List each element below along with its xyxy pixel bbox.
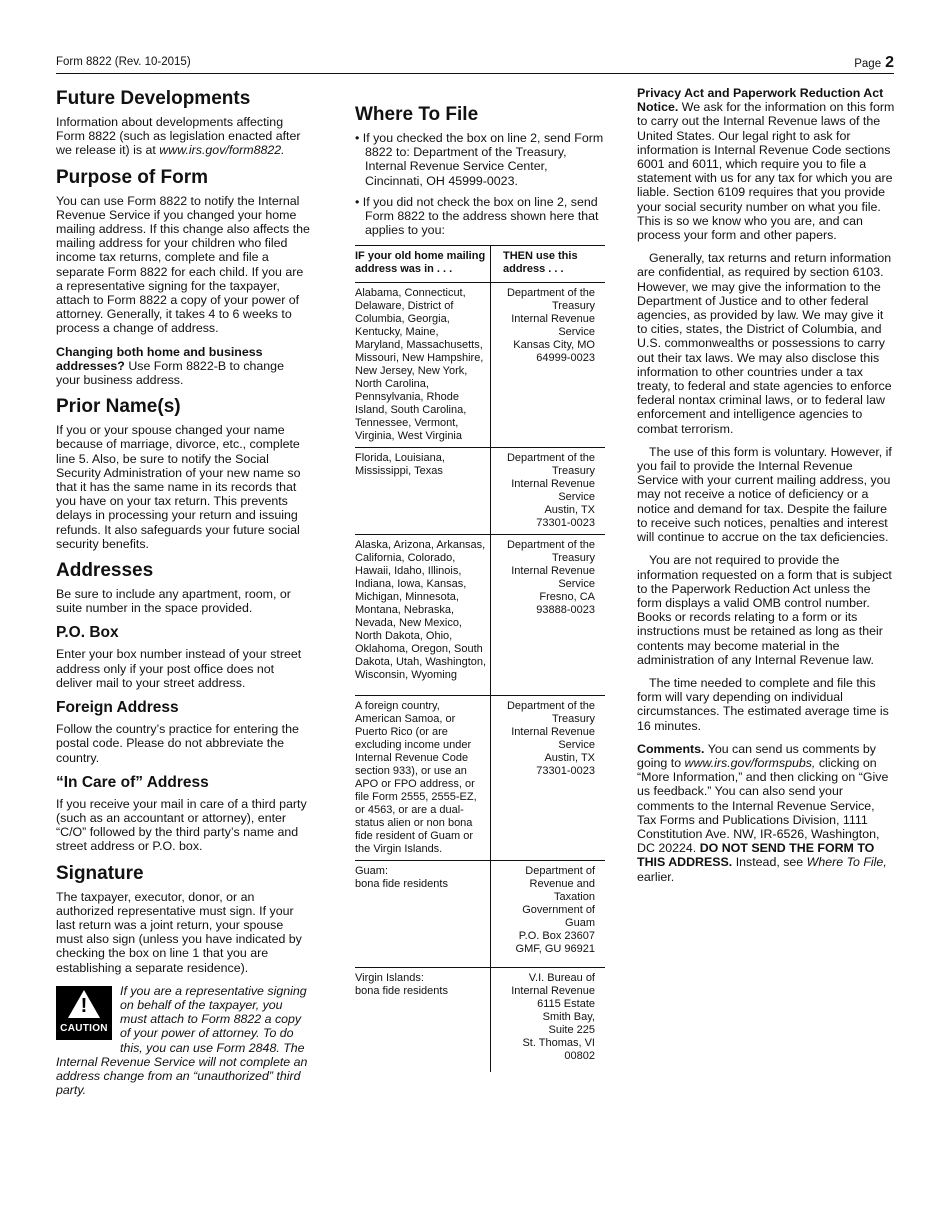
caution-icon xyxy=(56,986,112,1040)
comments-part-2: clicking on “More Information,” and then clicking on “Give us feedback.” You can also send your comments to the Internal Revenue Service, Tax Forms and Publications Division, 1111 Constitution Ave. NW, IR-6526, Washington, DC 20224. xyxy=(637,755,889,856)
formspubs-link[interactable]: www.irs.gov/formspubs, xyxy=(684,755,816,770)
caution-text: If you are a representative signing on behalf of the taxpayer, you must attach to Form 8822 a copy of your power of attorney. To do this, you can use Form 2848. The Internal Revenue Service will not complete an address change from an “unauthorized” third party. xyxy=(56,983,308,1098)
table-row xyxy=(355,861,605,968)
prior-names-text: If you or your spouse changed your name because of marriage, divorce, etc., complete line 5. Also, be sure to notify the Social Security Administration of your new name so that it has the same name in its records that you have on your tax return. This prevents delays in processing your return and issuing refunds. It also safeguards your future social security benefits. xyxy=(56,423,301,551)
states-cell: Alaska, Arizona, Arkansas, California, Colorado, Hawaii, Idaho, Illinois, Indiana, Iowa, Kansas, Michigan, Minnesota, Montana, Nebraska, Nevada, New Mexico, North Dakota, Ohio, Oklahoma, Oregon, South Dakota, Utah, Washington, Wisconsin, Wyoming xyxy=(355,535,491,696)
omb-text: You are not required to provide the information requested on a form that is subject to the Paperwork Reduction Act unless the form displays a valid OMB control number. Books or records relating to a form or its instructions must be retained as long as their contents may become material in the administration of any Internal Revenue law. xyxy=(637,553,892,667)
states-cell: Alabama, Connecticut, Delaware, District of Columbia, Georgia, Kentucky, Maine, Maryland, Massachusetts, Missouri, New Hampshire, New Jersey, New York, North Carolina, Pennsylvania, Rhode Island, South Carolina, Tennessee, Vermont, Virginia, West Virginia xyxy=(355,283,491,448)
address-cell: Department of the Treasury Internal Revenue Service Kansas City, MO 64999-0023 xyxy=(491,283,606,448)
table-header-old-address: IF your old home mailing address was in . . . xyxy=(355,246,491,283)
page-number: 2 xyxy=(885,54,894,71)
column-right xyxy=(637,86,895,893)
table-row xyxy=(355,448,605,535)
confidentiality-text: Generally, tax returns and return information are confidential, as required by section 6103. However, we may give the information to the Department of Justice and to other federal agencies, as provided by law. We may give it to cities, states, the District of Columbia, and U.S. commonwealths or possessions to carry out their tax laws. We may also disclose this information to other countries under a tax treaty, to federal and state agencies to enforce federal nontax criminal laws, or to federal law enforcement and intelligence agencies to combat terrorism. xyxy=(637,251,892,436)
table-row xyxy=(355,535,605,696)
addresses-heading: Addresses xyxy=(56,560,154,582)
future-developments-text xyxy=(56,115,310,158)
where-to-file-ref: Where To File, xyxy=(806,855,887,870)
purpose-text: You can use Form 8822 to notify the Internal Revenue Service if you changed your home mailing address. If this change also affects the mailing address for your children who filed income tax returns, complete and file a separate Form 8822 for each child. If you are a representative signing for the taxpayer, attach to Form 8822 a copy of your power of attorney. Generally, it takes 4 to 6 weeks to process a change of address. xyxy=(56,193,310,336)
column-left xyxy=(56,84,310,1097)
form-label: Form 8822 (Rev. 10-2015) xyxy=(56,56,191,68)
address-table xyxy=(355,245,605,1072)
caution-label: CAUTION xyxy=(60,1022,108,1034)
time-estimate-text: The time needed to complete and file this form will vary depending on individual circumstances. The estimated average time is 16 minutes. xyxy=(637,675,889,733)
header-rule xyxy=(56,73,894,74)
comments-part-1: You can send us comments by going to xyxy=(637,741,876,770)
foreign-address-text: Follow the country’s practice for entering the postal code. Please do not abbreviate the country. xyxy=(56,722,299,765)
caution-note xyxy=(56,984,310,1098)
purpose-heading: Purpose of Form xyxy=(56,166,209,188)
pobox-text: Enter your box number instead of your street address only if your post office does not deliver mail to your street address. xyxy=(56,647,302,690)
comments-text xyxy=(637,742,895,884)
address-cell: Department of the Treasury Internal Revenue Service Austin, TX 73301-0023 xyxy=(491,448,606,535)
address-cell: Department of Revenue and Taxation Government of Guam P.O. Box 23607 GMF, GU 96921 xyxy=(491,861,606,968)
states-cell: Guam: bona fide residents xyxy=(355,861,491,968)
comments-warning: DO NOT SEND THE FORM TO THIS ADDRESS. xyxy=(637,841,875,870)
where-to-file-list xyxy=(355,131,605,237)
comments-part-4: earlier. xyxy=(637,869,675,884)
addresses-text: Be sure to include any apartment, room, or suite number in the space provided. xyxy=(56,587,291,616)
changing-rest: Use Form 8822-B to change your business address. xyxy=(56,358,284,388)
states-cell: Virgin Islands: bona fide residents xyxy=(355,968,491,1073)
comments-part-3: Instead, see xyxy=(732,855,807,870)
table-row xyxy=(355,696,605,861)
bullet-unchecked-box: • If you did not check the box on line 2, send Form 8822 to the address shown here that applies to you: xyxy=(355,194,599,238)
privacy-bold: Privacy Act and Paperwork Reduction Act Notice. xyxy=(637,86,884,115)
comments-bold: Comments. xyxy=(637,741,705,756)
changing-bold: Changing both home and business addresses? xyxy=(56,344,263,373)
signature-text: The taxpayer, executor, donor, or an authorized representative must sign. If your last return was a joint return, your spouse must also sign (unless you have indicated by checking the box on line 1 that you are establishing a separate residence). xyxy=(56,889,302,975)
address-cell: V.I. Bureau of Internal Revenue 6115 Estate Smith Bay, Suite 225 St. Thomas, VI 00802 xyxy=(511,972,595,1063)
privacy-act-text xyxy=(637,86,895,242)
form8822-link[interactable]: www.irs.gov/form8822. xyxy=(159,143,285,158)
foreign-address-heading: Foreign Address xyxy=(56,699,179,717)
address-cell: Department of the Treasury Internal Revenue Service Austin, TX 73301-0023 xyxy=(491,696,606,861)
privacy-rest: We ask for the information on this form to carry out the Internal Revenue laws of the United States. Our legal right to ask for information is Internal Revenue Code sections 6001 and 6011, which require you to file a statement with us for any tax for which you are liable. Section 6109 requires that you provide your social security number on what you file. This is so we know who you are, and can process your form and other papers. xyxy=(637,100,895,243)
table-header-row xyxy=(355,246,605,283)
address-cell: Department of the Treasury Internal Revenue Service Fresno, CA 93888-0023 xyxy=(491,535,606,696)
signature-heading: Signature xyxy=(56,862,144,884)
pobox-heading: P.O. Box xyxy=(56,624,119,642)
future-text: Information about developments affecting Form 8822 (such as legislation enacted after we release it) is at xyxy=(56,115,301,158)
column-middle xyxy=(355,100,605,1072)
changing-addresses-text xyxy=(56,345,310,388)
states-cell: A foreign country, American Samoa, or Puerto Rico (or are excluding income under Internal Revenue Code section 933), or use an APO or FPO address, or file Form 2555, 2555-EZ, or 4563, or are a dual-status alien or non bona fide resident of Guam or the Virgin Islands. xyxy=(355,696,491,861)
voluntary-text: The use of this form is voluntary. However, if you fail to provide the Internal Revenue Service with your current mailing address, you may not receive a notice of deficiency or a notice and demand for tax. Despite the failure to receive such notices, penalties and interest will continue to accrue on the tax deficiencies. xyxy=(637,444,892,545)
where-to-file-heading: Where To File xyxy=(355,104,479,125)
table-header-use-address: THEN use this address . . . xyxy=(491,246,606,283)
in-care-of-text: If you receive your mail in care of a third party (such as an accountant or attorney), enter “C/O” followed by the third party’s name and street address or P.O. box. xyxy=(56,796,307,854)
prior-names-heading: Prior Name(s) xyxy=(56,396,181,418)
states-cell: Florida, Louisiana, Mississippi, Texas xyxy=(355,448,491,535)
bullet-checked-box: • If you checked the box on line 2, send Form 8822 to: Department of the Treasury, Internal Revenue Service Center, Cincinnati, OH 45999-0023. xyxy=(355,131,604,188)
future-developments-heading: Future Developments xyxy=(56,88,251,109)
page-label xyxy=(854,54,894,72)
page-word: Page xyxy=(854,58,882,70)
caution-mark: ! xyxy=(80,994,88,1017)
table-row xyxy=(355,283,605,448)
table-row xyxy=(355,968,605,1073)
in-care-of-heading: “In Care of” Address xyxy=(56,773,209,791)
